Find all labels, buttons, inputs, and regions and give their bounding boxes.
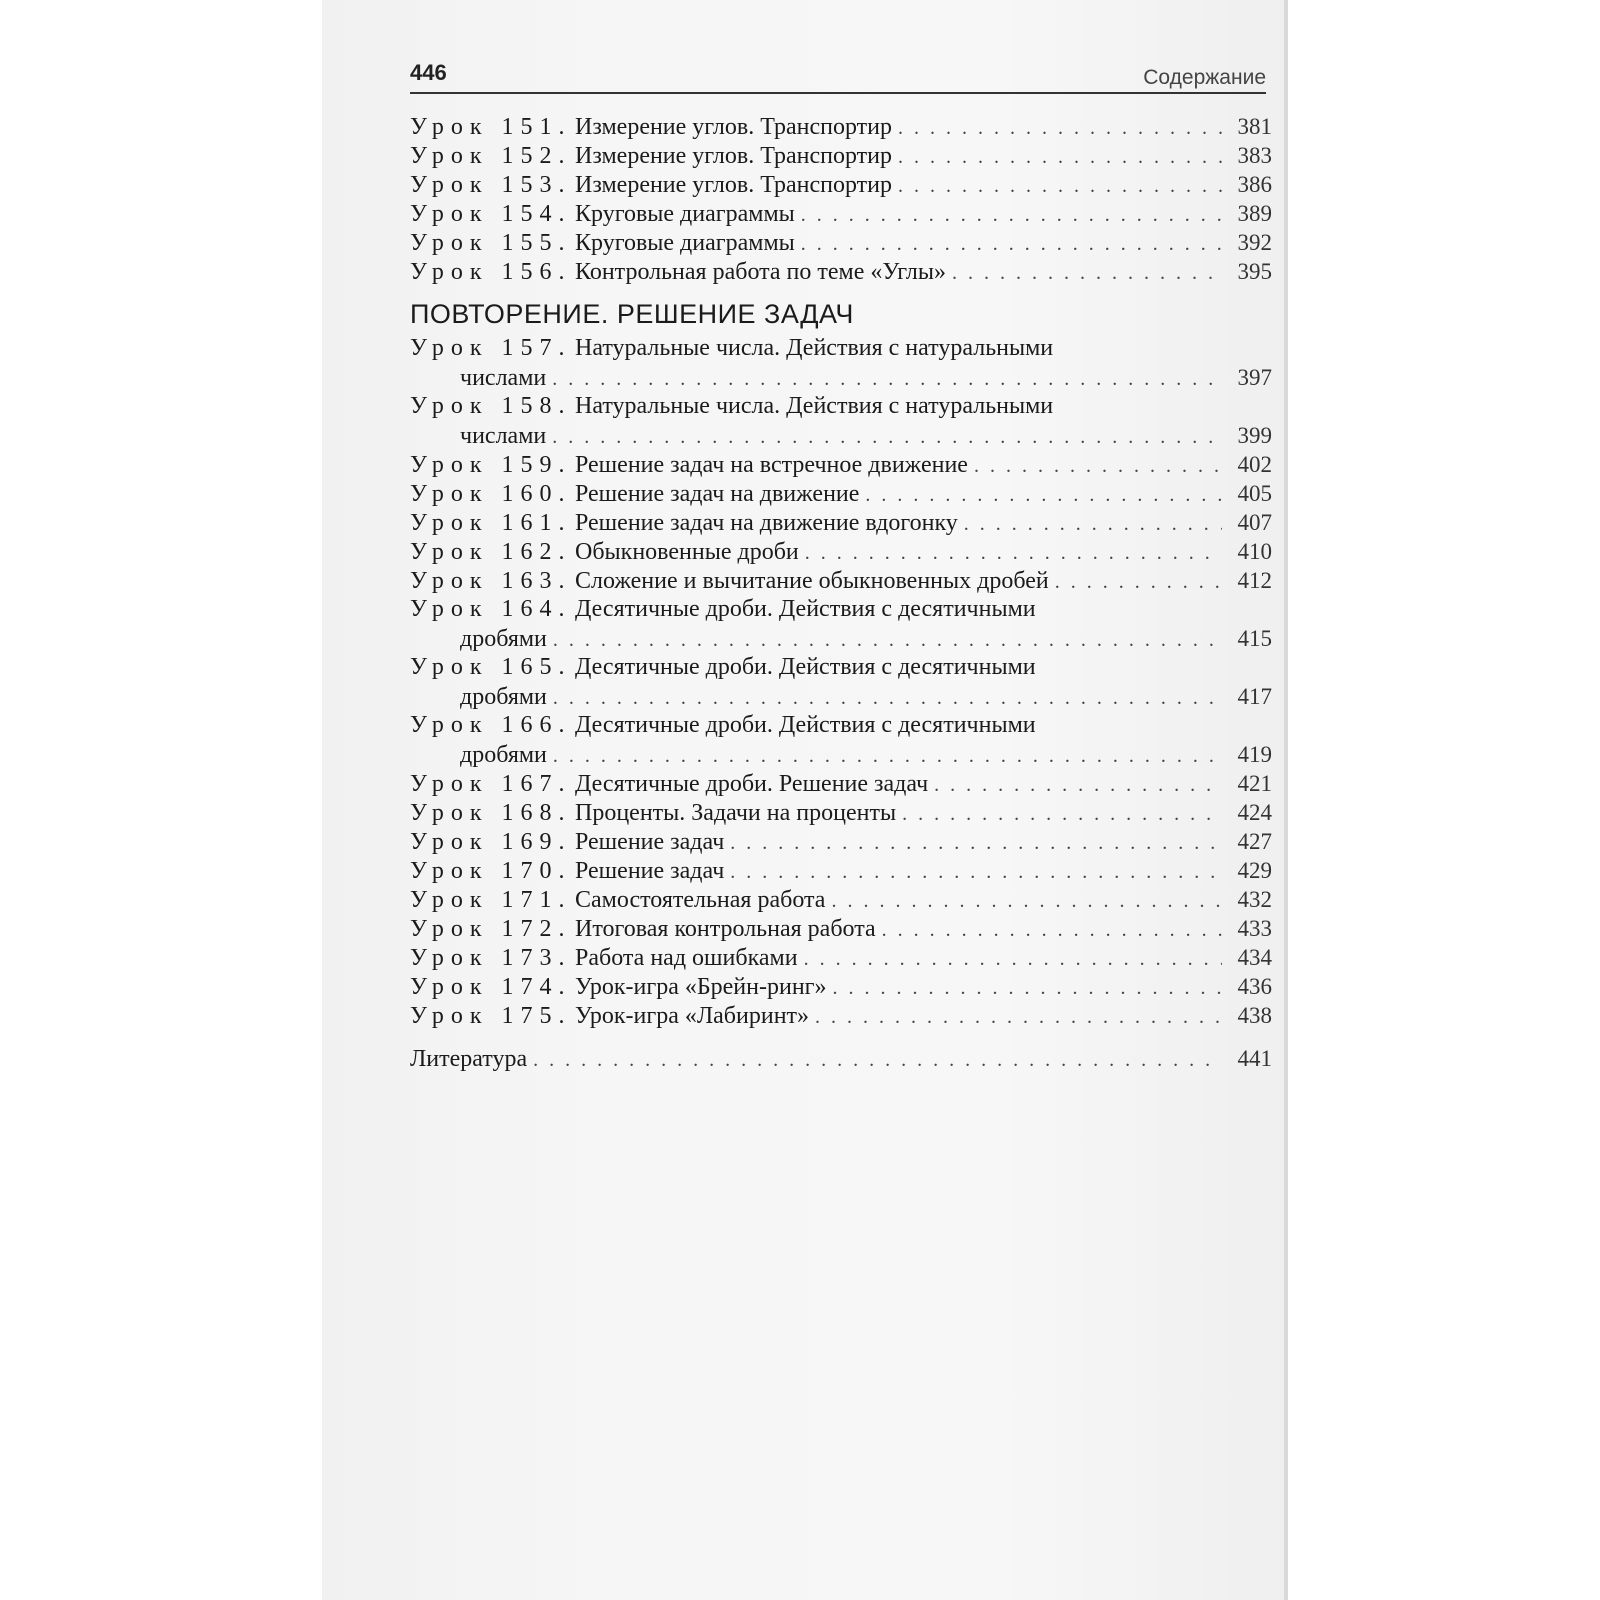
toc-entry[interactable]	[410, 1001, 1272, 1030]
toc-entry-title: Сложение и вычитание обыкновенных дробей	[575, 568, 1049, 594]
toc-entry-title: Итоговая контрольная работа	[575, 916, 876, 942]
toc-entry-page: 436	[1237, 974, 1272, 999]
toc-entry-label: Урок 162.	[410, 539, 572, 565]
toc-entry-label: Урок 161.	[410, 510, 572, 536]
toc-entry[interactable]	[410, 943, 1272, 972]
toc-entry-label: Урок 153.	[410, 172, 572, 198]
toc-entry-page: 429	[1237, 858, 1272, 883]
toc-entry-title: Измерение углов. Транспортир	[575, 172, 892, 198]
toc-entry-label: Урок 157.	[410, 335, 572, 361]
toc-entry-label: Урок 165.	[410, 654, 572, 680]
toc-entry-title-continued: дробями	[460, 626, 547, 652]
toc-entry-label: Урок 156.	[410, 259, 572, 285]
toc-entry-page: 392	[1237, 230, 1272, 255]
toc-entry-literature[interactable]	[410, 1044, 1272, 1073]
toc-entry-page: 395	[1237, 259, 1272, 284]
leader-dots	[898, 143, 1222, 172]
toc-entry-label: Урок 173.	[410, 945, 572, 971]
toc-entry-title: Измерение углов. Транспортир	[575, 114, 892, 140]
toc-entry[interactable]	[410, 170, 1272, 199]
toc-entry-page: 427	[1237, 829, 1272, 854]
leader-dots	[831, 887, 1222, 916]
toc-entry-title: Урок-игра «Брейн-ринг»	[575, 974, 827, 1000]
section-heading: ПОВТОРЕНИЕ. РЕШЕНИЕ ЗАДАЧ	[410, 299, 854, 329]
toc-entry-page: 424	[1237, 800, 1272, 825]
toc-entry-continuation	[410, 363, 1272, 394]
toc-entry[interactable]	[410, 537, 1272, 566]
toc-entry-label: Урок 163.	[410, 568, 572, 594]
toc-entry-title: Круговые диаграммы	[575, 230, 795, 256]
toc-entry-label: Урок 169.	[410, 829, 572, 855]
toc-entry-title: Круговые диаграммы	[575, 201, 795, 227]
toc-entry-title: Работа над ошибками	[575, 945, 798, 971]
toc-entry-label: Урок 159.	[410, 452, 572, 478]
toc-entry-label: Урок 175.	[410, 1003, 572, 1029]
toc-entry-title-continued: дробями	[460, 684, 547, 710]
leader-dots	[898, 172, 1222, 201]
toc-entry-label: Урок 151.	[410, 114, 572, 140]
toc-entry-title: Урок-игра «Лабиринт»	[575, 1003, 810, 1029]
leader-dots	[730, 829, 1222, 858]
leader-dots	[801, 201, 1222, 230]
toc-entry[interactable]	[410, 711, 1272, 769]
leader-dots	[801, 230, 1222, 259]
toc-entry-title: Обыкновенные дроби	[575, 539, 799, 565]
page-number: 446	[410, 60, 447, 85]
leader-dots	[974, 452, 1222, 481]
toc-entry[interactable]	[410, 798, 1272, 827]
toc-entry-title: Самостоятельная работа	[575, 887, 826, 913]
toc-entry-page: 441	[1237, 1046, 1272, 1071]
toc-entry-label: Урок 160.	[410, 481, 572, 507]
toc-entry-page: 389	[1237, 201, 1272, 226]
leader-dots	[882, 916, 1222, 945]
header-rule	[410, 92, 1266, 94]
toc-entry-title: Решение задач	[575, 829, 725, 855]
toc-entry-page: 421	[1237, 771, 1272, 796]
toc-entry-page: 402	[1237, 452, 1272, 477]
leader-dots	[865, 481, 1222, 510]
toc-entry-page: 415	[1237, 626, 1272, 651]
page-edge	[1284, 0, 1288, 1600]
toc-entry-title-continued: числами	[460, 365, 547, 391]
leader-dots	[934, 771, 1222, 800]
toc-entry-label: Урок 174.	[410, 974, 572, 1000]
toc-entry-page: 410	[1237, 539, 1272, 564]
toc-entry-label: Урок 155.	[410, 230, 572, 256]
toc-entry[interactable]	[410, 228, 1272, 257]
toc-entry-page: 405	[1237, 481, 1272, 506]
toc-entry-title: Решение задач на движение	[575, 481, 860, 507]
toc-entry-label: Урок 164.	[410, 596, 572, 622]
toc-entry[interactable]	[410, 450, 1272, 479]
leader-dots	[898, 114, 1222, 143]
toc-entry[interactable]	[410, 856, 1272, 885]
toc-entry-page: 419	[1237, 742, 1272, 767]
toc-entry-title: Решение задач	[575, 858, 725, 884]
toc-entry-continuation	[410, 421, 1272, 452]
leader-dots	[553, 684, 1222, 713]
leader-dots	[533, 1046, 1222, 1075]
toc-entry-title: Измерение углов. Транспортир	[575, 143, 892, 169]
toc-entry-title-continued: числами	[460, 423, 547, 449]
toc-entry-title: Контрольная работа по теме «Углы»	[575, 259, 946, 285]
toc-entry[interactable]	[410, 112, 1272, 141]
toc-entry-label: Урок 170.	[410, 858, 572, 884]
toc-entry-continuation	[410, 682, 1272, 713]
running-head: Содержание	[1143, 66, 1266, 89]
toc-entry-title: Решение задач на встречное движение	[575, 452, 968, 478]
toc-entry[interactable]	[410, 885, 1272, 914]
toc-entry-label: Урок 172.	[410, 916, 572, 942]
toc-entry[interactable]	[410, 769, 1272, 798]
leader-dots	[902, 800, 1222, 829]
toc-entry-label: Урок 171.	[410, 887, 572, 913]
leader-dots	[815, 1003, 1222, 1032]
toc-entry-label: Урок 167.	[410, 771, 572, 797]
toc-entry-title-continued: дробями	[460, 742, 547, 768]
toc-entry-page: 383	[1237, 143, 1272, 168]
toc-entry[interactable]	[410, 334, 1272, 392]
toc-entry-page: 386	[1237, 172, 1272, 197]
leader-dots	[552, 423, 1222, 452]
leader-dots	[805, 539, 1222, 568]
toc-entry-page: 397	[1237, 365, 1272, 390]
toc-entry-page: 399	[1237, 423, 1272, 448]
leader-dots	[964, 510, 1222, 539]
toc-list-top	[410, 112, 1272, 286]
toc-entry-continuation	[410, 624, 1272, 655]
toc-entry-title: Решение задач на движение вдогонку	[575, 510, 958, 536]
toc-entry-page: 412	[1237, 568, 1272, 593]
leader-dots	[553, 626, 1222, 655]
leader-dots	[730, 858, 1222, 887]
toc-entry-title: Натуральные числа. Действия с натуральными	[575, 335, 1054, 361]
toc-entry-label: Урок 158.	[410, 393, 572, 419]
toc-entry[interactable]	[410, 479, 1272, 508]
toc-entry-continuation	[410, 740, 1272, 771]
toc-entry[interactable]	[410, 199, 1272, 228]
leader-dots	[952, 259, 1222, 288]
toc-entry[interactable]	[410, 508, 1272, 537]
leader-dots	[553, 742, 1222, 771]
toc-entry-page: 407	[1237, 510, 1272, 535]
toc-entry[interactable]	[410, 392, 1272, 450]
toc-entry-page: 433	[1237, 916, 1272, 941]
toc-entry-page: 381	[1237, 114, 1272, 139]
toc-entry-title: Десятичные дроби. Решение задач	[575, 771, 929, 797]
toc-entry-page: 438	[1237, 1003, 1272, 1028]
toc-entry-title: Десятичные дроби. Действия с десятичными	[575, 596, 1036, 622]
toc-entry-page: 434	[1237, 945, 1272, 970]
toc-entry-label: Урок 154.	[410, 201, 572, 227]
toc-list-section	[410, 334, 1272, 1030]
toc-entry[interactable]	[410, 653, 1272, 711]
toc-entry-page: 432	[1237, 887, 1272, 912]
leader-dots	[552, 365, 1222, 394]
toc-entry-page: 417	[1237, 684, 1272, 709]
toc-entry[interactable]	[410, 595, 1272, 653]
toc-entry[interactable]	[410, 141, 1272, 170]
toc-entry-label: Урок 166.	[410, 712, 572, 738]
toc-entry-title: Десятичные дроби. Действия с десятичными	[575, 654, 1036, 680]
toc-entry[interactable]	[410, 972, 1272, 1001]
toc-entry[interactable]	[410, 827, 1272, 856]
toc-entry-title: Десятичные дроби. Действия с десятичными	[575, 712, 1036, 738]
toc-entry-title: Проценты. Задачи на проценты	[575, 800, 897, 826]
toc-entry[interactable]	[410, 566, 1272, 595]
toc-entry[interactable]	[410, 914, 1272, 943]
table-of-contents	[410, 112, 1272, 1073]
toc-entry-title: Литература	[410, 1046, 528, 1072]
toc-entry[interactable]	[410, 257, 1272, 286]
toc-entry-label: Урок 168.	[410, 800, 572, 826]
page-header	[410, 52, 1266, 96]
toc-entry-title: Натуральные числа. Действия с натуральными	[575, 393, 1054, 419]
leader-dots	[804, 945, 1222, 974]
leader-dots	[833, 974, 1222, 1003]
toc-entry-label: Урок 152.	[410, 143, 572, 169]
leader-dots	[1055, 568, 1222, 597]
